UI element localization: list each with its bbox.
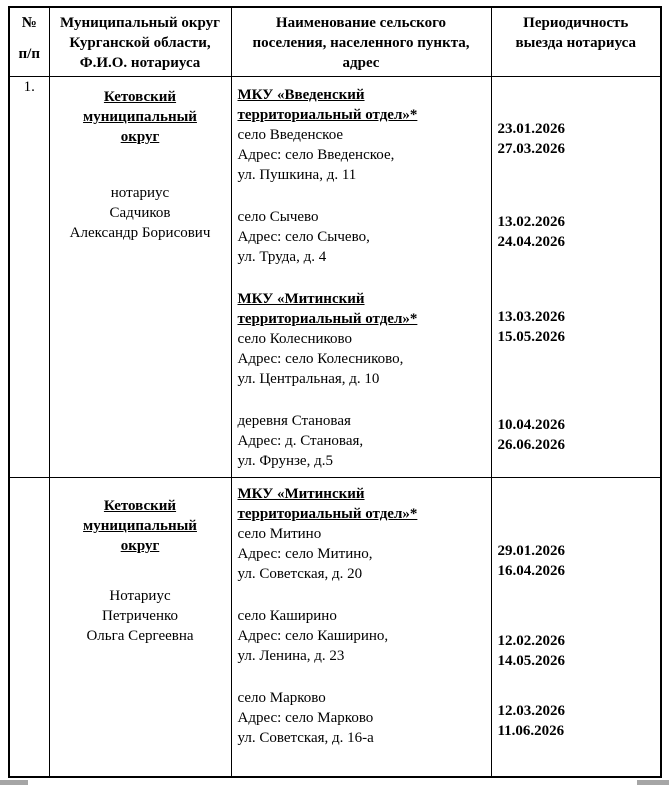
visit-date: 13.03.2026 (497, 309, 565, 325)
heading-line: территориальный отдел»* (237, 506, 418, 522)
visit-dates-cell (491, 478, 661, 778)
settlement-line: село Митино (237, 526, 322, 542)
notary-name (50, 586, 231, 646)
notary-line: Петриченко (101, 608, 178, 624)
visit-date: 13.02.2026 (497, 214, 565, 230)
settlements-cell (231, 478, 491, 778)
header-row (9, 7, 661, 77)
header-periodicity (492, 8, 661, 53)
header-settlement-cell (231, 7, 491, 77)
notary-line: Александр Борисович (69, 225, 211, 241)
district-line: округ (120, 538, 160, 554)
header-line: Ф.И.О. нотариуса (79, 55, 201, 71)
settlement-block (238, 606, 487, 666)
heading-line: МКУ «Митинский (237, 486, 365, 502)
settlement-line: село Каширино (237, 608, 337, 624)
settlement-line: деревня Становая (237, 413, 351, 429)
visit-dates-group (498, 631, 659, 671)
address-line: ул. Советская, д. 20 (237, 566, 363, 582)
header-district (50, 8, 231, 73)
header-num-bottom: п/п (18, 46, 40, 62)
heading-line: территориальный отдел»* (237, 107, 418, 123)
settlements-cell (231, 77, 491, 478)
header-settlement (232, 8, 491, 73)
visit-date: 10.04.2026 (497, 417, 565, 433)
settlement-line: село Марково (237, 690, 326, 706)
notary-line: нотариус (110, 185, 170, 201)
header-line: выезда нотариуса (515, 35, 636, 51)
row-number: 1. (9, 77, 49, 478)
horizontal-scrollbar-fragment-right[interactable] (637, 780, 669, 785)
district-line: округ (120, 129, 160, 145)
table-row (9, 478, 661, 778)
notary-schedule-table (8, 6, 662, 778)
settlement-block (238, 484, 487, 584)
header-num-top: № (21, 15, 37, 31)
address-line: Адрес: село Сычево, (237, 229, 370, 245)
address-line: ул. Труда, д. 4 (237, 249, 327, 265)
address-line: ул. Советская, д. 16-а (237, 730, 374, 746)
notary-line: Нотариус (109, 588, 171, 604)
heading-line: территориальный отдел»* (237, 311, 418, 327)
address-line: Адрес: село Введенское, (237, 147, 395, 163)
settlement-line: село Колесниково (237, 331, 353, 347)
address-line: Адрес: д. Становая, (237, 433, 364, 449)
heading-line: МКУ «Митинский (237, 291, 365, 307)
header-line: Муниципальный округ (60, 15, 220, 31)
visit-dates-group (498, 541, 659, 581)
address-line: ул. Фрунзе, д.5 (237, 453, 333, 469)
district-title (50, 496, 231, 556)
notary-name (50, 183, 231, 243)
visit-date: 29.01.2026 (497, 543, 565, 559)
address-line: Адрес: село Каширино, (237, 628, 389, 644)
visit-date: 16.04.2026 (497, 563, 565, 579)
header-num (10, 8, 49, 68)
address-line: ул. Центральная, д. 10 (237, 371, 380, 387)
district-notary-cell (49, 77, 231, 478)
district-line: Кетовский (103, 89, 177, 105)
heading-line: МКУ «Введенский (237, 87, 365, 103)
visit-date: 12.02.2026 (497, 633, 565, 649)
table-row (9, 77, 661, 478)
district-title (50, 87, 231, 147)
address-line: ул. Ленина, д. 23 (237, 648, 345, 664)
settlement-block (238, 411, 487, 471)
address-line: Адрес: село Марково (237, 710, 374, 726)
district-line: муниципальный (83, 518, 197, 534)
visit-date: 14.05.2026 (497, 653, 565, 669)
horizontal-scrollbar-fragment-left[interactable] (0, 780, 28, 785)
visit-dates-group (498, 415, 659, 455)
notary-line: Ольга Сергеевна (86, 628, 194, 644)
visit-date: 27.03.2026 (497, 141, 565, 157)
notary-line: Садчиков (109, 205, 171, 221)
header-line: Наименование сельского (275, 15, 447, 31)
visit-date: 12.03.2026 (497, 703, 565, 719)
header-line: Курганской области, (69, 35, 211, 51)
visit-date: 24.04.2026 (497, 234, 565, 250)
settlement-line: село Введенское (237, 127, 344, 143)
header-line: Периодичность (523, 15, 629, 31)
header-num-cell (9, 7, 49, 77)
header-district-cell (49, 7, 231, 77)
district-line: муниципальный (83, 109, 197, 125)
settlement-block (238, 289, 487, 389)
settlement-block (238, 207, 487, 267)
territorial-office-heading (238, 85, 487, 125)
visit-date: 11.06.2026 (497, 723, 565, 739)
address-line: Адрес: село Колесниково, (237, 351, 404, 367)
territorial-office-heading (238, 484, 487, 524)
district-line: Кетовский (103, 498, 177, 514)
address-line: Адрес: село Митино, (237, 546, 373, 562)
visit-dates-group (498, 701, 659, 741)
settlement-block (238, 688, 487, 748)
visit-date: 26.06.2026 (497, 437, 565, 453)
visit-date: 15.05.2026 (497, 329, 565, 345)
settlement-line: село Сычево (237, 209, 319, 225)
territorial-office-heading (238, 289, 487, 329)
district-notary-cell (49, 478, 231, 778)
settlement-block (238, 85, 487, 185)
header-line: поселения, населенного пункта, (252, 35, 470, 51)
visit-dates-group (498, 119, 659, 159)
header-periodicity-cell (491, 7, 661, 77)
visit-date: 23.01.2026 (497, 121, 565, 137)
visit-dates-group (498, 212, 659, 252)
address-line: ул. Пушкина, д. 11 (237, 167, 357, 183)
header-line: адрес (342, 55, 380, 71)
row-number (9, 478, 49, 778)
visit-dates-cell (491, 77, 661, 478)
visit-dates-group (498, 307, 659, 347)
